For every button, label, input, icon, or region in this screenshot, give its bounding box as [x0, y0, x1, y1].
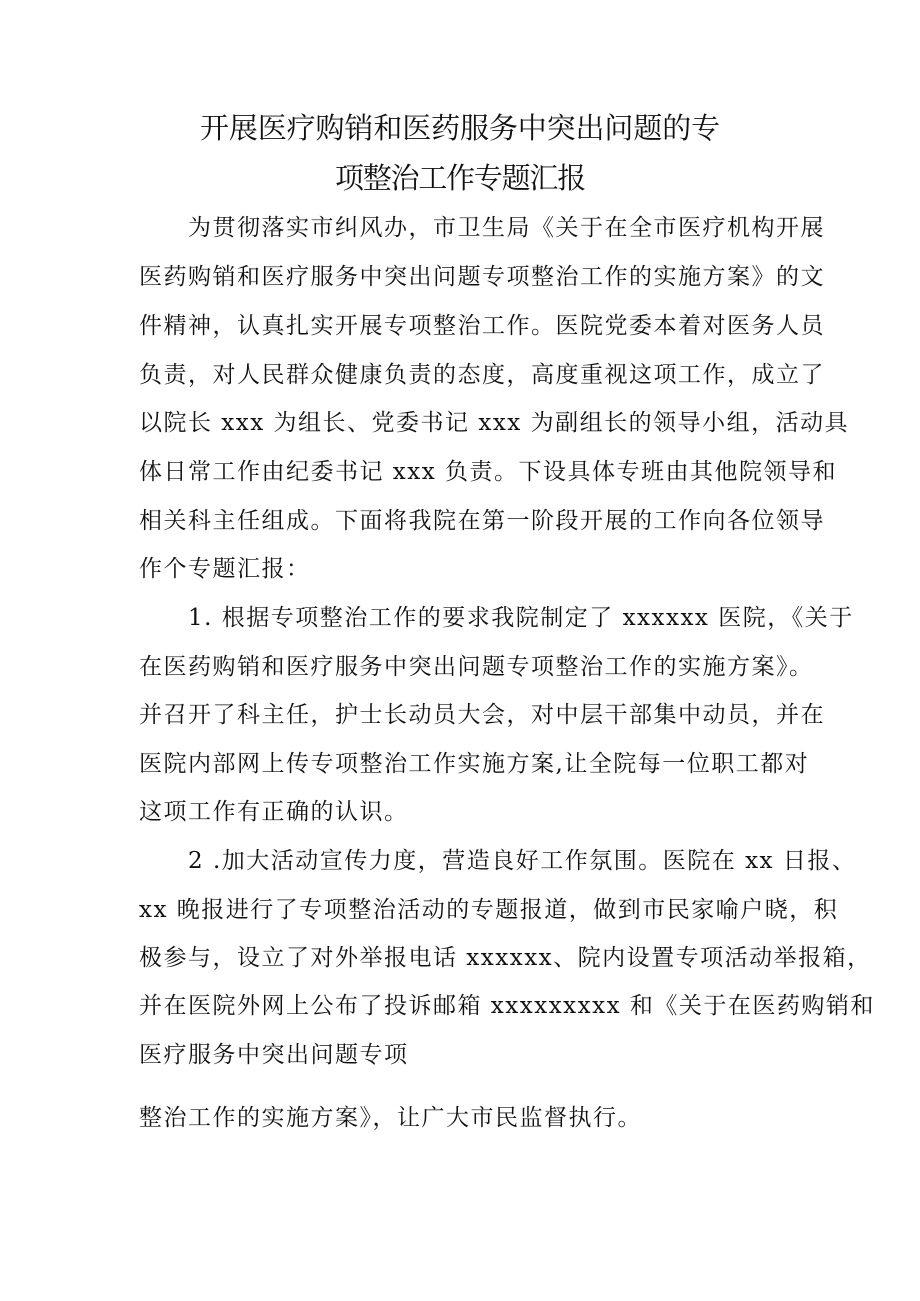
body-line: 这项工作有正确的认识。 [139, 799, 409, 825]
body-line: 负责，对人民群众健康负责的态度，高度重视这项工作，成立了 [139, 362, 825, 388]
body-line: 极参与，设立了对外举报电话 xxxxxx、院内设置专项活动举报箱， [139, 945, 872, 971]
document-title-line-2: 项整治工作专题汇报 [334, 161, 585, 195]
body-line: 并召开了科主任，护士长动员大会，对中层干部集中动员，并在 [139, 702, 825, 728]
body-line: 1. 根据专项整治工作的要求我院制定了 xxxxxx 医院，《关于 [188, 605, 854, 631]
body-line: xx 晚报进行了专项整治活动的专题报道，做到市民家喻户晓，积 [139, 897, 839, 923]
body-line: 体日常工作由纪委书记 xxx 负责。下设具体专班由其他院领导和 [139, 459, 838, 485]
body-line: 医药购销和医疗服务中突出问题专项整治工作的实施方案》的文 [139, 264, 825, 290]
body-line: 以院长 xxx 为组长、党委书记 xxx 为副组长的领导小组，活动具 [139, 410, 850, 436]
body-line: 为贯彻落实市纠风办，市卫生局《关于在全市医疗机构开展 [188, 215, 825, 241]
body-line: 在医药购销和医疗服务中突出问题专项整治工作的实施方案》。 [139, 654, 814, 680]
body-line: 作个专题汇报： [139, 556, 311, 582]
body-line: 2 .加大活动宣传力度，营造良好工作氛围。医院在 xx 日报、 [188, 848, 857, 874]
body-line: 医疗服务中突出问题专项 [139, 1042, 409, 1068]
document-title-line-1: 开展医疗购销和医药服务中突出问题的专 [199, 111, 720, 145]
body-line: 相关科主任组成。下面将我院在第一阶段开展的工作向各位领导 [139, 508, 825, 534]
body-line: 医院内部网上传专项整治工作实施方案,让全院每一位职工都对 [139, 751, 810, 777]
body-line: 整治工作的实施方案》，让广大市民监督执行。 [139, 1105, 642, 1131]
body-line: 并在医院外网上公布了投诉邮箱 xxxxxxxxx 和《关于在医药购销和 [139, 993, 875, 1019]
body-line: 件精神，认真扎实开展专项整治工作。医院党委本着对医务人员 [139, 313, 825, 339]
